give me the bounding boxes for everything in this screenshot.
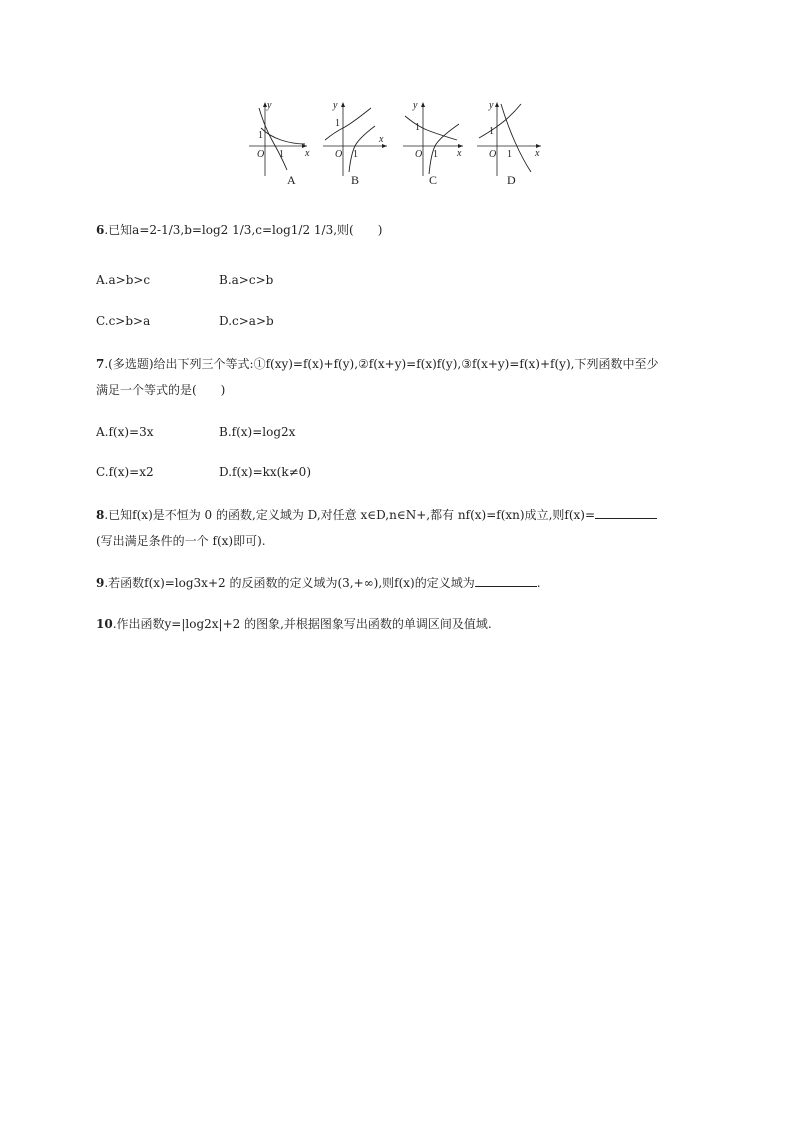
graph-a-origin: O bbox=[257, 149, 265, 160]
question-10-number: 10 bbox=[96, 617, 113, 631]
graph-a-x-label: x bbox=[305, 148, 310, 159]
graph-c-y-label: y bbox=[413, 100, 418, 111]
graph-c bbox=[403, 100, 463, 187]
question-8-line-2: (写出满足条件的一个 f(x)即可). bbox=[96, 534, 266, 548]
question-8-answer-blank[interactable] bbox=[595, 507, 657, 519]
question-6-number: 6 bbox=[96, 223, 105, 237]
question-7-number: 7 bbox=[96, 357, 105, 371]
question-8-line-1: .已知f(x)是不恒为 0 的函数,定义域为 D,对任意 x∈D,n∈N+,都有 nf(x)=f(xn)成立,则f(x)= bbox=[104, 508, 596, 522]
graph-c-x-label: x bbox=[457, 148, 462, 159]
question-6-text: .已知a=2-1/3,b=log2 1/3,c=log1/2 1/3,则( ) bbox=[104, 223, 383, 237]
question-8 bbox=[96, 507, 657, 523]
graphs-svg bbox=[245, 98, 550, 190]
q7-option-b: B.f(x)=log2x bbox=[219, 425, 296, 439]
function-graphs-figure bbox=[245, 98, 550, 190]
question-8-number: 8 bbox=[96, 508, 105, 522]
graph-b-y-tick: 1 bbox=[335, 118, 340, 129]
q7-option-d: D.f(x)=kx(k≠0) bbox=[219, 465, 311, 479]
graph-b-y-label: y bbox=[333, 100, 338, 111]
graph-b-origin: O bbox=[335, 149, 343, 160]
graph-d-curve-1 bbox=[479, 104, 521, 138]
graph-b-x-tick: 1 bbox=[353, 149, 358, 160]
graph-a-curve-1 bbox=[259, 108, 287, 170]
question-10 bbox=[96, 616, 492, 632]
q6-option-d: D.c>a>b bbox=[219, 314, 274, 328]
graph-c-caption: C bbox=[429, 173, 438, 187]
question-7 bbox=[96, 356, 658, 372]
graph-a-y-tick: 1 bbox=[258, 130, 263, 141]
question-9-number: 9 bbox=[96, 576, 105, 590]
graph-c-curve-1 bbox=[405, 116, 457, 140]
q6-option-b: B.a>c>b bbox=[219, 273, 274, 287]
graph-a-y-label: y bbox=[267, 100, 272, 111]
q6-option-c: C.c>b>a bbox=[96, 314, 151, 328]
graph-d-y-label: y bbox=[489, 100, 494, 111]
graph-a-caption: A bbox=[287, 173, 296, 187]
question-10-text: .作出函数y=|log2x|+2 的图象,并根据图象写出函数的单调区间及值域. bbox=[112, 617, 492, 631]
graph-b bbox=[323, 100, 387, 187]
graph-c-x-tick: 1 bbox=[433, 149, 438, 160]
graph-d-y-tick: 1 bbox=[489, 126, 494, 137]
question-6 bbox=[96, 222, 382, 238]
graph-d bbox=[477, 100, 541, 187]
graph-c-origin: O bbox=[415, 149, 423, 160]
graph-c-curve-2 bbox=[429, 124, 459, 174]
graph-d-caption: D bbox=[507, 173, 516, 187]
graph-d-curve-2 bbox=[501, 104, 531, 172]
question-7-line-2: 满足一个等式的是( ) bbox=[96, 383, 226, 397]
question-9-answer-blank[interactable] bbox=[475, 575, 537, 587]
graph-a bbox=[249, 100, 310, 187]
graph-d-origin: O bbox=[489, 149, 497, 160]
graph-b-caption: B bbox=[351, 173, 360, 187]
question-9-text: .若函数f(x)=log3x+2 的反函数的定义域为(3,+∞),则f(x)的定义域为 bbox=[104, 576, 475, 590]
q7-option-c: C.f(x)=x2 bbox=[96, 465, 154, 479]
graph-a-x-tick: 1 bbox=[279, 149, 284, 160]
graph-d-x-tick: 1 bbox=[507, 149, 512, 160]
graph-c-y-tick: 1 bbox=[415, 122, 420, 133]
graph-b-x-label: x bbox=[379, 134, 384, 145]
question-7-line-1: .(多选题)给出下列三个等式:①f(xy)=f(x)+f(y),②f(x+y)=f(x)f(y),③f(x+y)=f(x)+f(y),下列函数中至少 bbox=[104, 357, 659, 371]
question-9-end: . bbox=[536, 576, 541, 590]
q7-option-a: A.f(x)=3x bbox=[96, 425, 154, 439]
q6-option-a: A.a>b>c bbox=[96, 273, 151, 287]
question-9 bbox=[96, 575, 541, 591]
graph-d-x-label: x bbox=[535, 148, 540, 159]
